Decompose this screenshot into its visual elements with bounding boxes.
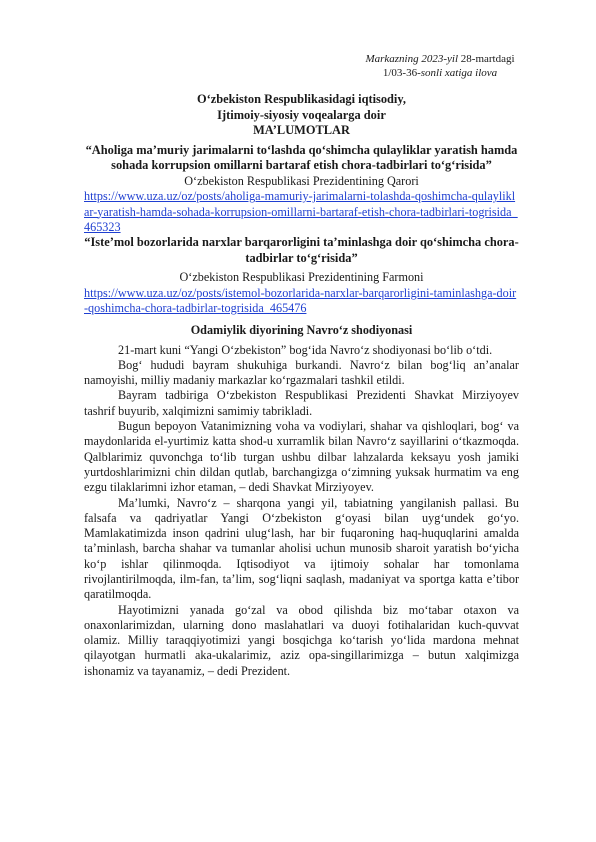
item-title: “Aholiga ma’muriy jarimalarni to‘lashda qo‘shimcha qulayliklar yaratish hamda sohada korrupsion omillarni bartaraf etish chora-tadbirlari to‘g‘risida” [85,142,518,173]
item-link[interactable]: https://www.uza.uz/oz/posts/aholiga-mamuriy-jarimalarni-tolashda-qoshimcha-qulayliklar-yaratish-hamda-sohada-korrupsion-omillarni-bartaraf-etish-chora-tadbirlari-togrisida_465323 [84,189,518,234]
document-body [84,92,519,679]
article-paragraph: Bog‘ hududi bayram shukuhiga burkandi. Navro‘z bilan bog‘liq an’analar namoyishi, milliy madaniy markazlar ko‘rgazmalari tashkil etildi. [84,357,519,388]
article-heading: Odamiylik diyorining Navro‘z shodiyonasi [190,323,413,338]
item-decree-prices [84,235,519,316]
annex-line-1 [330,52,550,66]
item-link[interactable]: https://www.uza.uz/oz/posts/istemol-bozorlarida-narxlar-barqarorligini-taminlashga-doir-qoshimcha-chora-tadbirlar-togrisida_465476 [84,285,517,315]
article [84,323,519,679]
article-paragraph: 21-mart kuni “Yangi O‘zbekiston” bog‘ida Navro‘z shodiyonasi bo‘lib o‘tdi. [118,342,493,357]
annex-line-1-italic: Markazning 2023-yil [365,53,459,65]
article-paragraph: Ma’lumki, Navro‘z – sharqona yangi yil, tabiatning yangilanish pallasi. Bu falsafa va qadriyatlar Yangi O‘zbekiston g‘oyasi bilan uyg‘undek go‘yo. Mamlakatimizda inson qadrini ulug‘lash, har bir fuqaroning haq-huquqlarini amalda ta’minlash, barcha shahar va tumanlar aholisi uchun munosib sharoit yaratish bo‘yicha ko‘p ishlar qilinmoqda. Iqtisodiyot va ijtimoiy sohalar har tomonlama rivojlantirilmoqda, ilm-fan, ta’lim, sog‘liqni saqlash, madaniyat va sportga katta e’tibor qaratilmoqda. [84,495,519,602]
annex-line-2 [330,66,550,80]
article-paragraph: Bugun bepoyon Vatanimizning voha va vodiylari, shahar va qishloqlari, bog‘ va maydonlarida el-yurtimiz katta shod-u xurramlik bilan Navro‘z sayillarini o‘tkazmoqda. Qalblarimiz quvonchga to‘lib turgan ushbu dilbar lahzalarda keksayu yosh jamiki yurtdoshlarimizni chin dildan qutlab, barchangizga o‘zimning yuksak hurmatim va eng ezgu tilaklarimni izhor etaman, – dedi Shavkat Mirziyoyev. [84,419,519,495]
title-line-3: MA’LUMOTLAR [253,123,350,138]
article-paragraph: Hayotimizni yanada go‘zal va obod qilishda biz mo‘tabar otaxon va onaxonlarimizdan, ularning dono maslahatlari va duoyi fotihalaridan kuch-quvvat olamiz. Milliy taraqqiyotimizi yangi bosqichga ko‘tarish yo‘lida mardona mehnat qilayotgan hurmatli aka-ukalarimiz, aziz opa-singillarimizga – butun xalqimizga ishonamiz va tayanamiz, – dedi Prezident. [84,602,519,678]
item-decree-fines [84,143,519,235]
annex-line-1-plain: 28-martdagi [458,53,515,65]
document-title [84,92,519,139]
title-line-1: O‘zbekiston Respublikasidagi iqtisodiy, [197,92,406,106]
title-line-2: Ijtimoiy-siyosiy voqealarga doir [217,107,386,122]
annex-line-2-plain: 1/03-36- [382,67,421,79]
item-source: O‘zbekiston Respublikasi Prezidentining Farmoni [179,270,424,285]
item-title: “Iste’mol bozorlarida narxlar barqarorligini ta’minlashga doir qo‘shimcha chora-tadbirlar to‘g‘risida” [84,235,519,265]
article-paragraph: Bayram tadbiriga O‘zbekiston Respublikasi Prezidenti Shavkat Mirziyoyev tashrif buyurib, xalqimizni samimiy tabrikladi. [84,388,519,418]
item-source: O‘zbekiston Respublikasi Prezidentining Qarori [184,173,419,188]
annex-line-2-italic: sonli xatiga ilova [420,67,498,79]
annex-note [330,52,550,80]
